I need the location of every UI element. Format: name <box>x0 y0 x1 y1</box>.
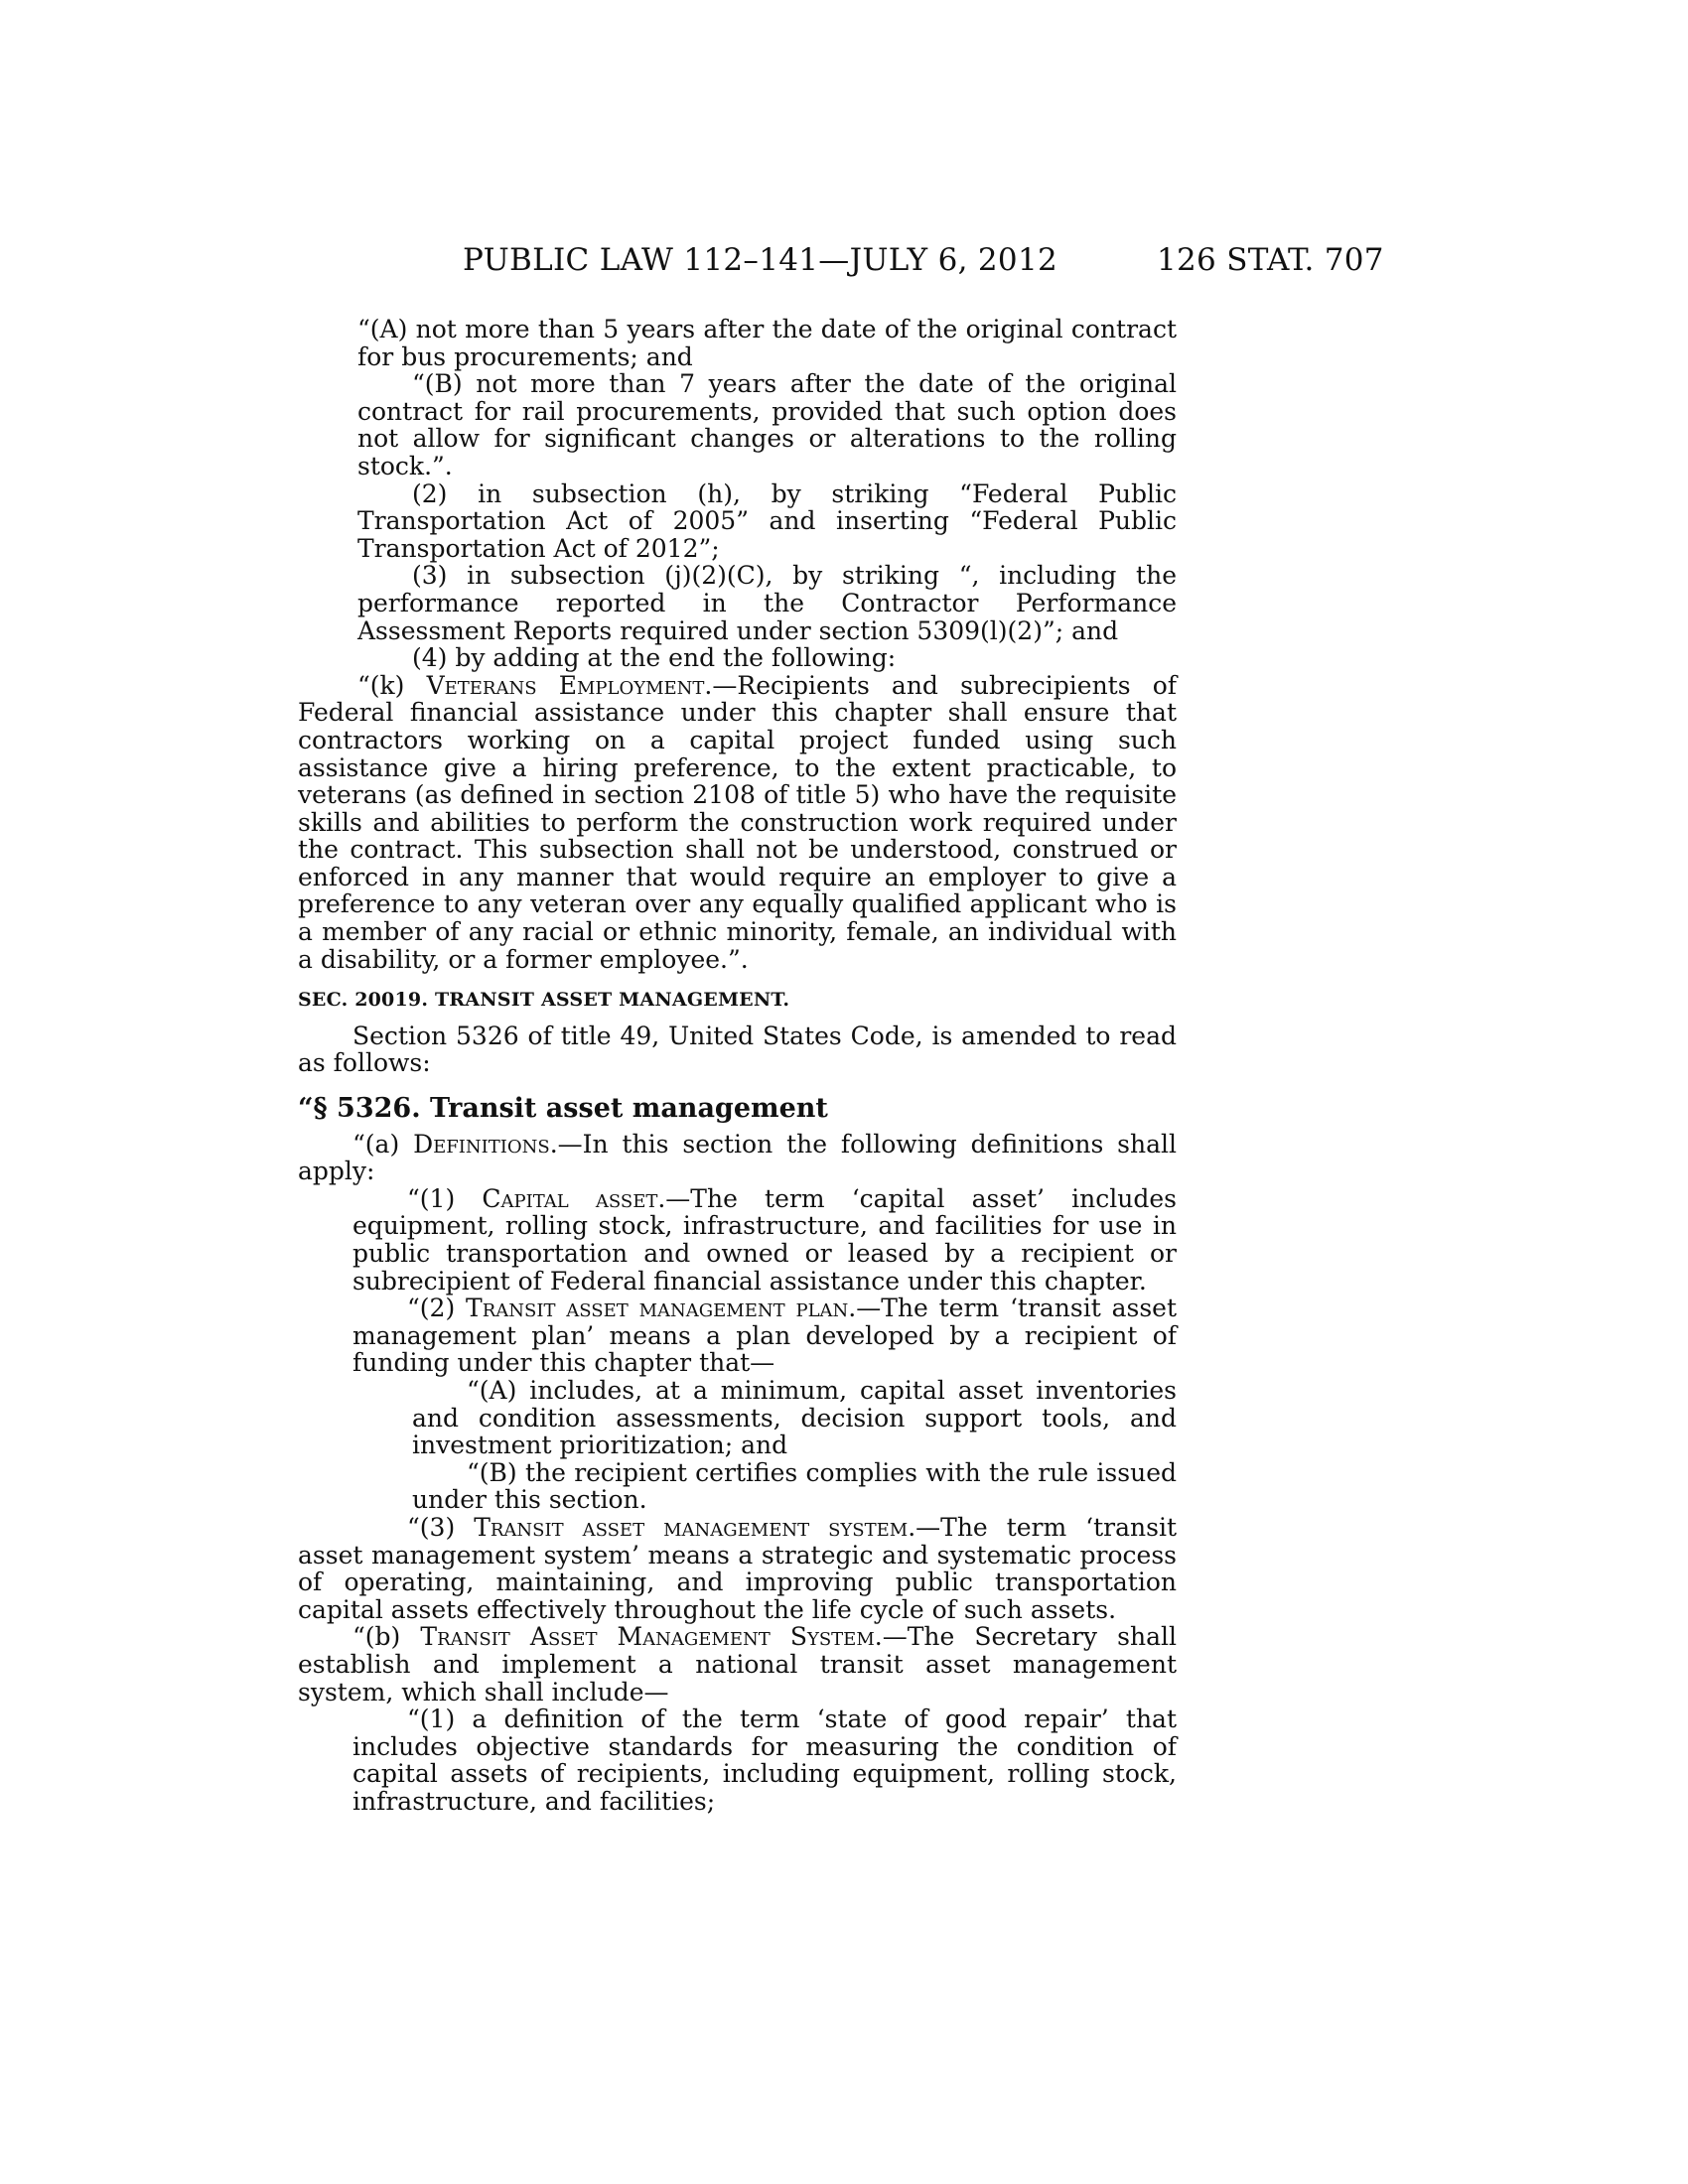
subsection-b-heading: Transit Asset Management System. <box>420 1622 883 1652</box>
section-5326-title: “§ 5326. Transit asset management <box>298 1093 828 1125</box>
definitions-lead: “(a) <box>352 1129 414 1159</box>
veterans-heading: Veterans Employment. <box>426 670 713 700</box>
page-header <box>0 242 1688 282</box>
tam-system-heading: Transit asset management system. <box>474 1512 916 1542</box>
state-of-good-repair-item: “(1) a definition of the term ‘state of good repair’ that includes objective standards for measuring the condition of capital assets of recipients, including equipment, rolling stock, infrastructure, and facilities; <box>352 1705 1177 1816</box>
definition-tam-system <box>298 1514 1177 1623</box>
section-heading: SEC. 20019. TRANSIT ASSET MANAGEMENT. <box>298 989 790 1012</box>
capital-asset-lead: “(1) <box>407 1183 483 1213</box>
definition-tam-plan-b: “(B) the recipient certifies complies with the rule issued under this section. <box>412 1457 1177 1515</box>
capital-asset-heading: Capital asset. <box>482 1183 666 1213</box>
document-body <box>298 316 1177 1815</box>
tam-plan-lead: “(2) <box>407 1294 467 1323</box>
definitions-heading: Definitions. <box>413 1129 558 1159</box>
paragraph-a-bus <box>243 316 1177 370</box>
subsection-a-definitions <box>298 1131 1177 1185</box>
veterans-lead: “(k) <box>357 670 427 700</box>
subsection-b-lead: “(b) <box>352 1622 421 1652</box>
definitions-text: —In this section the following definitions shall apply: <box>298 1129 1177 1186</box>
tam-plan-heading: Transit asset management plan. <box>466 1294 857 1323</box>
section-intro: Section 5326 of title 49, United States Code, is amended to read as follows: <box>298 1021 1177 1078</box>
running-head-title: PUBLIC LAW 112–141—JULY 6, 2012 <box>463 242 1057 278</box>
definition-capital-asset <box>298 1185 1177 1295</box>
tam-plan-text: —The term ‘transit asset management plan’ means a plan developed by a recipient of funding under this chapter that— <box>352 1294 1177 1378</box>
paragraph-k-veterans <box>298 672 1177 974</box>
paragraph-a-bus-text: “(A) not more than 5 years after the date of the original contract for bus procurements; and <box>357 315 1177 371</box>
statute-page-number: 126 STAT. 707 <box>1157 242 1384 278</box>
paragraph-2-subsection-h: (2) in subsection (h), by striking “Federal Public Transportation Act of 2005” and inserting “Federal Public Transportation Act of 2012”; <box>357 478 1177 563</box>
paragraph-3-subsection-j: (3) in subsection (j)(2)(C), by striking “, including the performance reported in the Contractor Performance Assessment Reports required under section 5309(l)(2)”; and <box>357 561 1177 645</box>
capital-asset-text: —The term ‘capital asset’ includes equipment, rolling stock, infrastructure, and facilities for use in public transportation and owned or leased by a recipient or subrecipient of Federal financial assistance under this chapter. <box>352 1183 1177 1296</box>
paragraph-4-adding: (4) by adding at the end the following: <box>412 643 897 673</box>
definition-tam-plan <box>298 1295 1177 1377</box>
tam-system-text: —The term ‘transit asset management system’ means a strategic and systematic process of operating, maintaining, and improving public transportation capital assets effectively throughout the life cycle of such assets. <box>298 1512 1177 1624</box>
subsection-b-tam-system <box>298 1623 1177 1706</box>
definition-tam-plan-a: “(A) includes, at a minimum, capital asset inventories and condition assessments, decision support tools, and investment prioritization; and <box>412 1375 1177 1460</box>
veterans-text: —Recipients and subrecipients of Federal financial assistance under this chapter shall ensure that contractors working on a capital project funded using such assistance give a hiring preference, to the extent practicable, to veterans (as defined in section 2108 of title 5) who have the requisite skills and abilities to perform the construction work required under the contract. This subsection shall not be understood, construed or enforced in any manner that would require an employer to give a preference to any veteran over any equally qualified applicant who is a member of any racial or ethnic minority, female, an individual with a disability, or a former employee.”. <box>298 670 1177 974</box>
paragraph-b-rail: “(B) not more than 7 years after the date of the original contract for rail procurements, provided that such option does not allow for significant changes or alterations to the rolling stock.”. <box>357 369 1177 480</box>
subsection-b-text: —The Secretary shall establish and implement a national transit asset management system, which shall include— <box>298 1622 1177 1706</box>
tam-system-lead: “(3) <box>407 1512 475 1542</box>
